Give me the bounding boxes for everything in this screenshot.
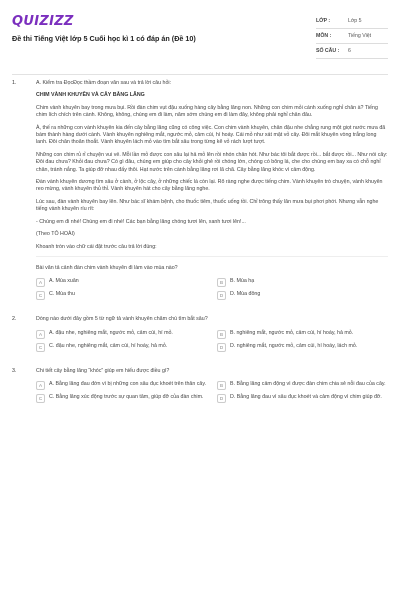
question-number: 1. [12, 80, 17, 86]
meta-label: LỚP : [316, 18, 331, 24]
option-text: A. Bằng lăng đau đớn vì bị những con sâu đục khoét trên thân cây. [49, 381, 207, 388]
question-intro: A. Kiểm tra ĐọcĐọc thầm đoạn văn sau và trả lời câu hỏi: [36, 80, 172, 86]
passage-paragraph: Lúc sau, đàn vành khuyên bay lên. Như bác sĩ khám bệnh, cho thuốc tiêm, thuốc uống tồi. Chỉ trông thấy lăn mưa bụi phơi phới. Nhưng vẫn nghe tiếng vành khuyên ríu rít: [36, 198, 379, 213]
question-text: Dòng nào dưới đây gồm 5 từ ngữ tả vành khuyên chăm chú tìm bắt sâu? [36, 316, 208, 323]
meta-label: MÔN : [316, 33, 332, 39]
answer-option-b[interactable] [217, 330, 388, 339]
option-text: D. Bằng lăng đau vì sâu đục khoét và cảm động vì chim giúp đỡ. [230, 394, 382, 401]
question-number: 2. [12, 316, 17, 323]
answer-options [36, 330, 388, 352]
question-2 [12, 316, 388, 361]
answer-option-a[interactable] [36, 278, 207, 287]
option-letter: C [36, 394, 45, 403]
answer-option-d[interactable] [217, 291, 388, 300]
question-text: Chi tiết cây bằng lăng “khóc” giúp em hiểu được điều gì? [36, 367, 170, 374]
option-letter: A [36, 330, 45, 339]
question-text: Bài văn tả cảnh đàn chim vành khuyên đi làm vào mùa nào? [36, 264, 178, 271]
passage-source: (Theo TÔ HOÀI) [36, 231, 75, 238]
answer-option-b[interactable] [217, 278, 388, 287]
option-text: B. nghiêng mắt, ngước mỏ, cảm cúi, hí hoáy, hả mỏ. [230, 329, 354, 336]
meta-value: 6 [348, 48, 351, 54]
divider [36, 256, 388, 257]
option-text: C. Bằng lăng xúc động trước sự quan tâm, giúp đỡ của đàn chim. [49, 394, 204, 401]
option-letter: C [36, 343, 45, 352]
option-text: B. Bằng lăng cảm động vì được đàn chim chia sẻ nỗi đau của cây. [230, 381, 386, 388]
passage-paragraph: Đàn vành khuyên dương tìm sâu ở cành, ở lộc cây, ở những chiếc lá còn lại. Rõ ràng nghe được tiếng chim. Vành khuyên trò chuyện, vành khuyên reo mừng, vành khuyên thủ thỉ. Vành khuyên hát cho cây bằng lăng nghe. [36, 179, 383, 193]
answer-option-b[interactable] [217, 381, 388, 390]
passage-paragraph: Chim vành khuyên bay trong mưa bụi. Rồi đàn chim vụt đậu xuống hàng cây bằng lăng non. Những con chim mỏi cánh xuống nghỉ chân à? Tiếng chim lích chích trên cành. Không, không, chúng em đi làm, năm sớm chúng em đi làm đây, không phải nghỉ chân đâu. [36, 104, 378, 119]
option-text: A. Mùa xuân [49, 278, 79, 285]
answer-option-c[interactable] [36, 394, 207, 403]
document-title: Đề thi Tiếng Việt lớp 5 Cuối học kì 1 có đáp án (Đề 10) [12, 34, 196, 43]
meta-value: Lớp 5 [348, 18, 362, 24]
option-text: C. Mùa thu [49, 291, 75, 298]
question-3 [12, 368, 388, 413]
option-text: D. Mùa đông [230, 291, 261, 298]
option-letter: A [36, 381, 45, 390]
passage-paragraph: - Chúng em đi nhé! Chúng em đi nhé! Các bạn bằng lăng chóng tươi lên, xanh tươi lên!... [36, 218, 246, 225]
answer-option-c[interactable] [36, 291, 207, 300]
option-text: A. đậu nhe, nghiêng mắt, ngước mỏ, cảm cúi, hí mỏ. [49, 329, 173, 336]
option-letter: B [217, 278, 226, 287]
option-letter: D [217, 394, 226, 403]
quizizz-logo: QUIZIZZ [12, 14, 74, 29]
option-letter: A [36, 278, 45, 287]
option-letter: C [36, 291, 45, 300]
option-text: D. nghiêng mắt, ngước mỏ, cảm cúi, hí hoáy, lách mỏ. [230, 342, 358, 349]
passage-paragraph: À, thế ra những con vành khuyên kia đến cây bằng lăng cũng có công việc. Con chim vành khuyên, chân đậu nhe chẳng rung một giọt nước mưa đã bám thành hàng dưới cành. Vành khuyên nghiêng mắt, ngước mỏ, cảm cúi, hí hoáy. Cái mỏ như xát mật vỏ cây. Đôi mắt khuyên vòng trắng long lanh. Đôi chân thoăn thoắt. Vành khuyên lách mỏ vào tìm bắt sâu trong từng kẽ vỏ rách lượt tượt. [36, 124, 386, 146]
header-divider [12, 74, 388, 75]
answer-option-a[interactable] [36, 330, 207, 339]
answer-options [36, 381, 388, 403]
question-instruction: Khoanh tròn vào chữ cái đặt trước câu trả lời đúng: [36, 243, 157, 250]
answer-option-c[interactable] [36, 343, 207, 352]
meta-row-count [316, 44, 388, 59]
question-list [12, 80, 388, 419]
meta-row-class [316, 14, 388, 29]
option-text: B. Mùa hạ [230, 278, 255, 285]
answer-option-d[interactable] [217, 343, 388, 352]
meta-row-subject [316, 29, 388, 44]
option-letter: D [217, 291, 226, 300]
option-letter: B [217, 330, 226, 339]
answer-option-d[interactable] [217, 394, 388, 403]
question-1 [12, 80, 388, 310]
option-text: C. đậu nhe, nghiêng mắt, cảm cúi, hí hoáy, hả mỏ. [49, 342, 168, 349]
meta-label: SỐ CÂU : [316, 48, 340, 54]
meta-value: Tiếng Việt [348, 33, 372, 39]
option-letter: D [217, 343, 226, 352]
answer-option-a[interactable] [36, 381, 207, 390]
passage-paragraph: Những con chim rủ rỉ chuyện vui vẻ. Mỗi lần mỏ được con sâu lại hả mỏ lên rồi nhón chân hót. Như bác tôi bắt được rồi... bắt được rồi... Như nói cây: Đôi đau chưa? Khỏi đau chưa? Có gì đâu, chúng em giúp cho cây khỏi ghẻ rồi chóng lớn, chóng có bông lá, che cho chúng em bay xa có chỗ nghỉ chân, tránh nắng. Ta giúp đỡ nhau đấy thôi. Hạt nước trên cành bằng lăng rơi lã chã. Cây bằng lăng khóc vì cảm động. [36, 151, 388, 173]
passage-title: CHIM VÀNH KHUYÊN VÀ CÂY BẰNG LĂNG [36, 92, 145, 99]
answer-options [36, 278, 388, 300]
question-number: 3. [12, 367, 17, 374]
option-letter: B [217, 381, 226, 390]
meta-table [316, 14, 388, 59]
